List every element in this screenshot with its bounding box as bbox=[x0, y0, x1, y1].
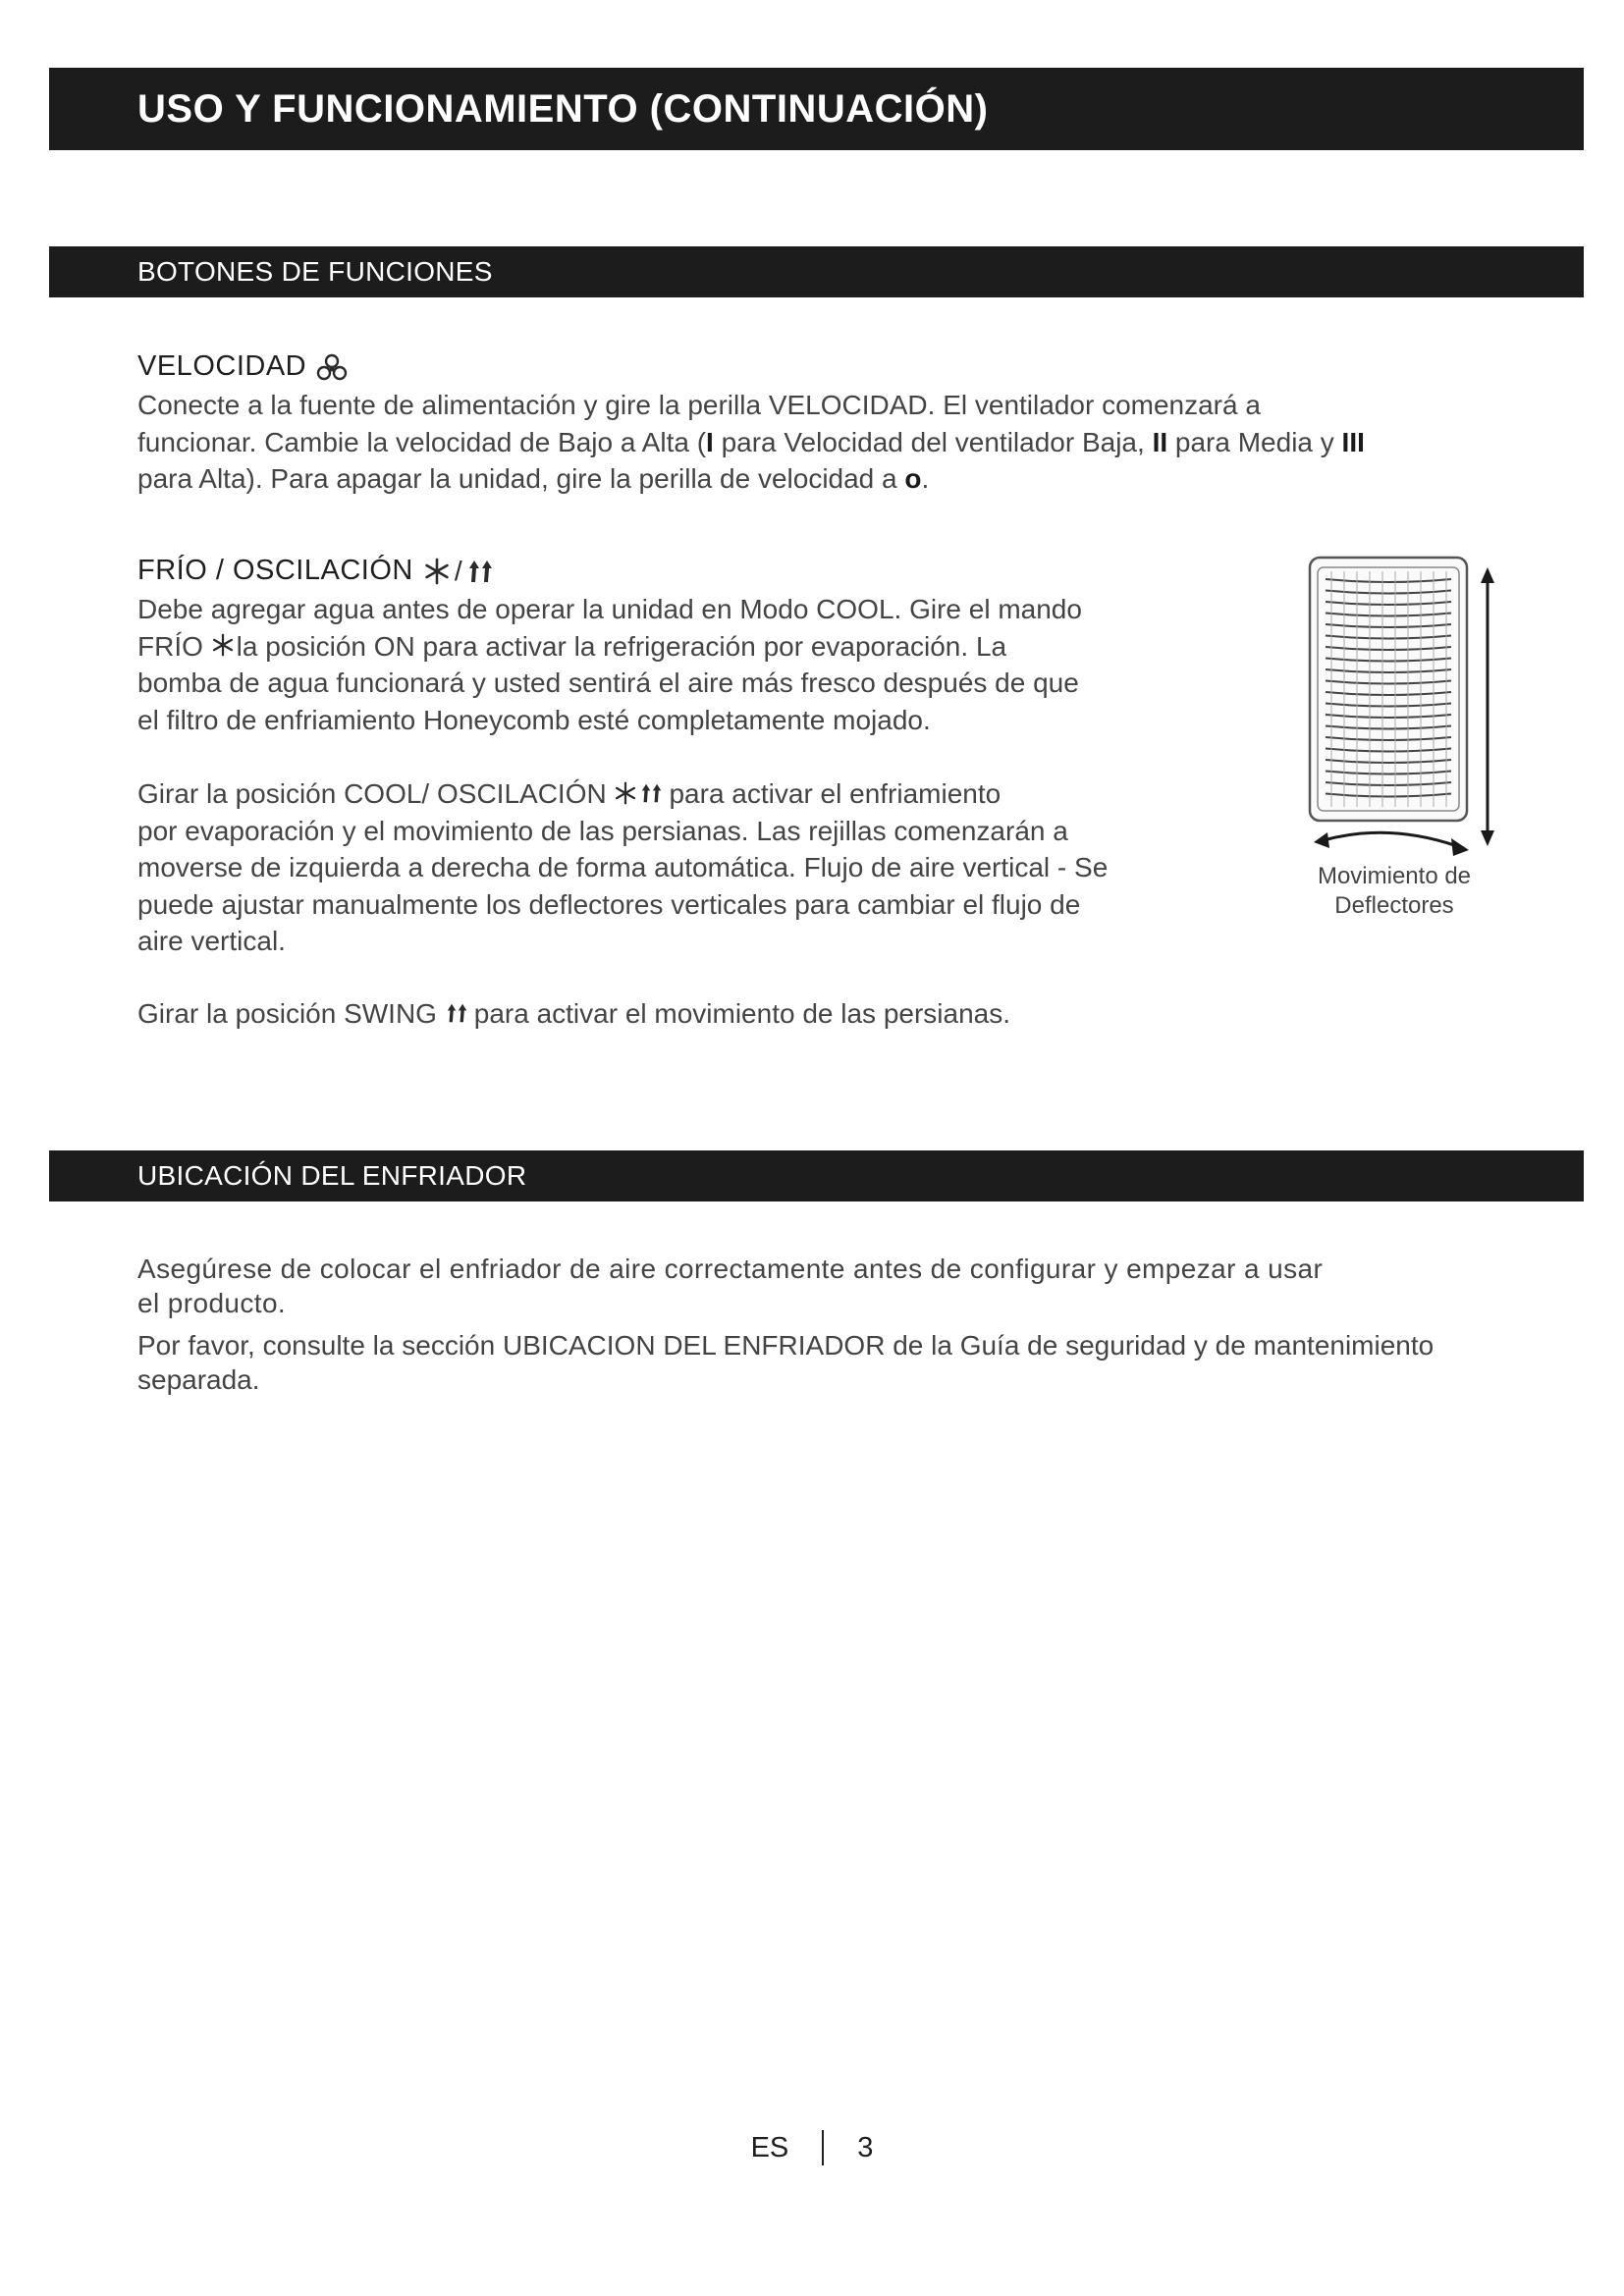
frio-paragraph-1 bbox=[137, 591, 1082, 738]
frio-p2-line-1: Girar la posición COOL/ OSCILACIÓN para activar el enfriamiento bbox=[137, 778, 1001, 809]
velocidad-heading-text: VELOCIDAD bbox=[137, 350, 307, 382]
page-header-bar bbox=[49, 68, 1584, 150]
snowflake-icon bbox=[423, 558, 451, 585]
velocidad-line-3: para Alta). Para apagar la unidad, gire la perilla de velocidad a o. bbox=[137, 463, 930, 494]
deflector-frame bbox=[1310, 558, 1467, 821]
speed-medium-symbol: II bbox=[1152, 426, 1168, 457]
snowflake-icon bbox=[614, 781, 637, 805]
location-p2-line-1: Por favor, consulte la sección UBICACION DEL ENFRIADOR de la Guía de seguridad y de mantenimiento bbox=[137, 1330, 1435, 1361]
snowflake-icon bbox=[211, 633, 235, 657]
frio-p1-line-4: el filtro de enfriamiento Honeycomb esté completamente mojado. bbox=[137, 704, 931, 735]
section-header-functions bbox=[49, 246, 1584, 297]
page-number: 3 bbox=[857, 2131, 874, 2163]
page-footer bbox=[0, 2130, 1624, 2165]
footer-language: ES bbox=[750, 2131, 789, 2163]
deflector-caption: Movimiento de Deflectores bbox=[1317, 863, 1472, 919]
velocidad-line-1: Conecte a la fuente de alimentación y gire la perilla VELOCIDAD. El ventilador comenzará a bbox=[137, 390, 1261, 420]
speed-off-symbol: o bbox=[904, 463, 922, 494]
frio-p1-line-2: FRÍO la posición ON para activar la refrigeración por evaporación. La bbox=[137, 630, 1007, 662]
frio-p1-line-3: bomba de agua funcionará y usted sentirá el aire más fresco después de que bbox=[137, 667, 1079, 698]
location-p2-line-2: separada. bbox=[137, 1364, 260, 1395]
frio-heading-text: FRÍO / OSCILACIÓN bbox=[137, 555, 413, 586]
velocidad-line-2: funcionar. Cambie la velocidad de Bajo a Alta (I para Velocidad del ventilador Baja, II para Media y III bbox=[137, 426, 1365, 457]
section-header-location bbox=[49, 1150, 1584, 1201]
velocidad-heading bbox=[137, 350, 348, 383]
speed-high-symbol: III bbox=[1341, 426, 1365, 457]
frio-paragraph-3 bbox=[137, 995, 1010, 1033]
frio-p2-line-5: aire vertical. bbox=[137, 926, 286, 956]
frio-p2-line-3: moverse de izquierda a derecha de forma automática. Flujo de aire vertical - Se bbox=[137, 852, 1109, 882]
fan-icon bbox=[316, 352, 348, 382]
frio-p2-line-4: puede ajustar manualmente los deflectores verticales para cambiar el flujo de bbox=[137, 888, 1081, 920]
location-paragraph-2 bbox=[137, 1328, 1434, 1397]
frio-p1-line-1: Debe agregar agua antes de operar la unidad en Modo COOL. Gire el mando bbox=[137, 594, 1082, 624]
frio-p2-line-2: por evaporación y el movimiento de las persianas. Las rejillas comenzarán a bbox=[137, 815, 1068, 846]
deflector-diagram bbox=[1296, 550, 1512, 864]
page-title: USO Y FUNCIONAMIENTO (CONTINUACIÓN) bbox=[137, 86, 989, 131]
frio-p3-line-1: Girar la posición SWING para activar el movimiento de las persianas. bbox=[137, 998, 1011, 1029]
location-p1-line-2: el producto. bbox=[137, 1288, 287, 1318]
swing-arrows-icon bbox=[445, 1002, 470, 1024]
speed-low-symbol: I bbox=[706, 426, 714, 457]
section-title-functions: BOTONES DE FUNCIONES bbox=[137, 256, 493, 287]
velocidad-paragraph bbox=[137, 387, 1365, 498]
location-p1-line-1: Asegúrese de colocar el enfriador de aire correctamente antes de configurar y empezar a usar bbox=[137, 1254, 1324, 1284]
swing-arrows-icon bbox=[466, 559, 496, 584]
swing-arrows-icon bbox=[639, 782, 665, 804]
frio-heading: FRÍO / OSCILACIÓN / bbox=[137, 555, 496, 587]
horizontal-swing-arrow bbox=[1324, 832, 1457, 846]
section-title-location: UBICACIÓN DEL ENFRIADOR bbox=[137, 1160, 527, 1191]
footer-separator bbox=[822, 2130, 824, 2165]
location-paragraph-1 bbox=[137, 1252, 1323, 1320]
frio-paragraph-2 bbox=[137, 775, 1108, 960]
